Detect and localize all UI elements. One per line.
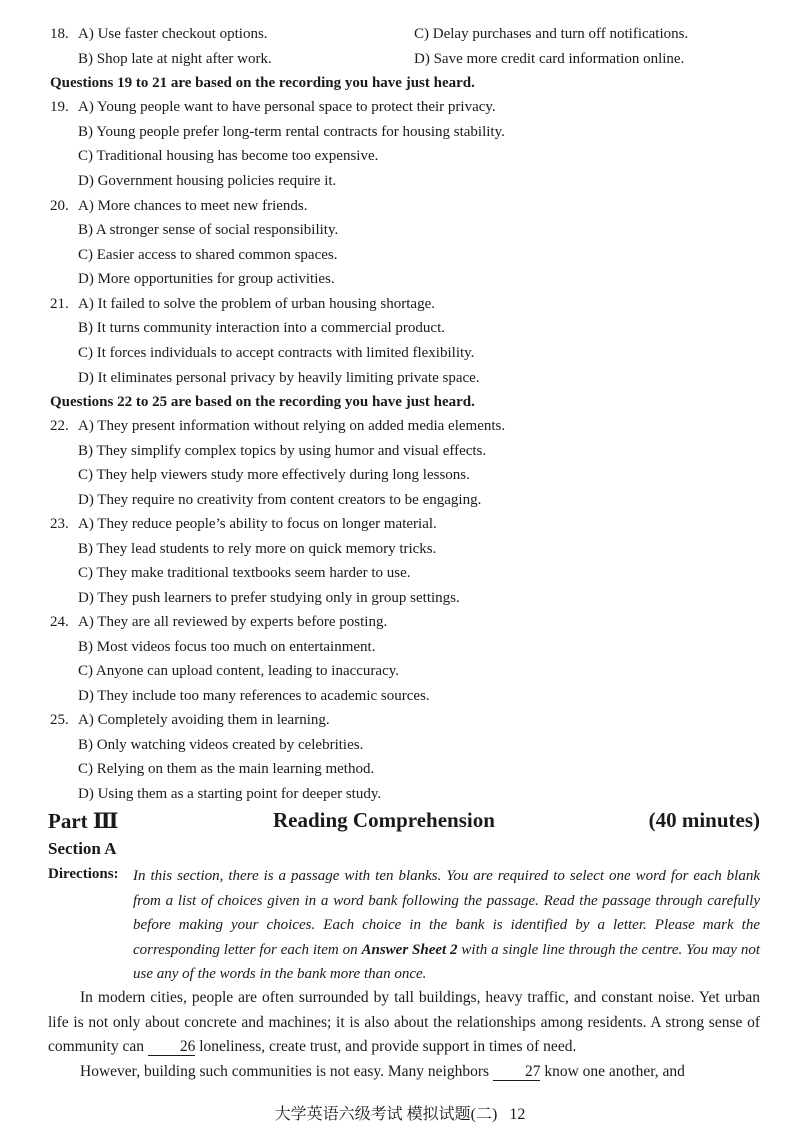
- page-footer: [0, 1101, 800, 1124]
- option-a: A) Completely avoiding them in learning.: [78, 712, 330, 728]
- option-d: D) Using them as a starting point for deeper study.: [78, 786, 382, 802]
- part-heading: [48, 808, 760, 834]
- question-number: 19.: [50, 99, 69, 115]
- option-b: B) Most videos focus too much on entertainment.: [78, 639, 376, 655]
- option-a: A) More chances to meet new friends.: [78, 198, 308, 214]
- option-c: C) Traditional housing has become too expensive.: [78, 148, 379, 164]
- blank-26: 26: [148, 1039, 196, 1056]
- part-time: (40 minutes): [648, 808, 760, 832]
- option-c: C) Anyone can upload content, leading to inaccuracy.: [78, 663, 399, 679]
- footer-title: 大学英语六级考试 模拟试题(二): [274, 1106, 498, 1123]
- option-b: B) They lead students to rely more on quick memory tricks.: [78, 541, 437, 557]
- option-a: A) Young people want to have personal space to protect their privacy.: [78, 99, 496, 115]
- question-group-heading: Questions 22 to 25 are based on the recording you have just heard.: [50, 394, 475, 410]
- option-c: C) Relying on them as the main learning method.: [78, 761, 375, 777]
- answer-sheet-label: Answer Sheet 2: [361, 941, 458, 958]
- option-a: A) They are all reviewed by experts before posting.: [78, 614, 388, 630]
- option-b: B) Young people prefer long-term rental contracts for housing stability.: [78, 124, 505, 140]
- passage-paragraph-2: [48, 1060, 760, 1085]
- option-a: A) It failed to solve the problem of urban housing shortage.: [78, 296, 435, 312]
- part-label: Part Ⅲ: [48, 809, 119, 833]
- option-c: C) It forces individuals to accept contracts with limited flexibility.: [78, 345, 475, 361]
- option-b: B) A stronger sense of social responsibility.: [78, 222, 339, 238]
- question-number: 25.: [50, 712, 69, 728]
- question-number: 20.: [50, 198, 69, 214]
- question-18-row2: [0, 49, 800, 69]
- question-number: 23.: [50, 516, 69, 532]
- passage-text: loneliness, create trust, and provide support in times of need.: [195, 1038, 577, 1055]
- question-number: 18.: [50, 26, 69, 42]
- option-d: D) More opportunities for group activities.: [78, 271, 335, 287]
- question-number: 22.: [50, 418, 69, 434]
- part-title: Reading Comprehension: [273, 808, 495, 832]
- option-a: A) They present information without relying on added media elements.: [78, 418, 506, 434]
- passage-text: In modern cities, people are often surrounded by tall buildings, heavy traffic, and constant noise. Yet urban life is not only about concrete and machines; it is also about the relationships among residents. A strong sense of community can: [48, 989, 760, 1055]
- option-b: B) Only watching videos created by celebrities.: [78, 737, 364, 753]
- question-group-heading: Questions 19 to 21 are based on the recording you have just heard.: [50, 75, 475, 91]
- option-d: D) Government housing policies require it.: [78, 173, 337, 189]
- passage-paragraph-1: [48, 986, 760, 1060]
- option-c: C) Delay purchases and turn off notifications.: [414, 26, 689, 42]
- option-b: B) They simplify complex topics by using humor and visual effects.: [78, 443, 487, 459]
- directions-text-part1: In this section, there is a passage with ten blanks. You are required to select one word for each blank from a list of choices given in a word bank following the passage. Read the passage through carefully before making your choices. Each choice in the bank is identified by a letter. Please mark the corresponding letter for each item on: [133, 868, 760, 958]
- option-d: D) They require no creativity from content creators to be engaging.: [78, 492, 482, 508]
- blank-27: 27: [493, 1064, 541, 1081]
- option-a: A) Use faster checkout options.: [78, 26, 268, 42]
- passage-text: However, building such communities is not easy. Many neighbors: [80, 1063, 493, 1080]
- directions-text: [133, 864, 760, 987]
- question-18: [0, 24, 800, 44]
- page-number: 12: [509, 1106, 526, 1123]
- directions-label: Directions:: [48, 866, 119, 882]
- option-b: B) Shop late at night after work.: [78, 51, 272, 67]
- question-number: 21.: [50, 296, 69, 312]
- passage-text: know one another, and: [540, 1063, 685, 1080]
- option-d: D) It eliminates personal privacy by heavily limiting private space.: [78, 370, 480, 386]
- option-c: C) They make traditional textbooks seem harder to use.: [78, 565, 411, 581]
- option-d: D) Save more credit card information online.: [414, 51, 685, 67]
- directions-text-part2: with a single line through the centre. You may not use any of the words in the bank more than once.: [133, 941, 760, 982]
- question-number: 24.: [50, 614, 69, 630]
- option-d: D) They include too many references to academic sources.: [78, 688, 430, 704]
- section-heading: Section A: [48, 839, 117, 858]
- option-d: D) They push learners to prefer studying only in group settings.: [78, 590, 460, 606]
- option-c: C) Easier access to shared common spaces.: [78, 247, 338, 263]
- option-a: A) They reduce people’s ability to focus on longer material.: [78, 516, 437, 532]
- option-c: C) They help viewers study more effectively during long lessons.: [78, 467, 470, 483]
- option-b: B) It turns community interaction into a commercial product.: [78, 320, 445, 336]
